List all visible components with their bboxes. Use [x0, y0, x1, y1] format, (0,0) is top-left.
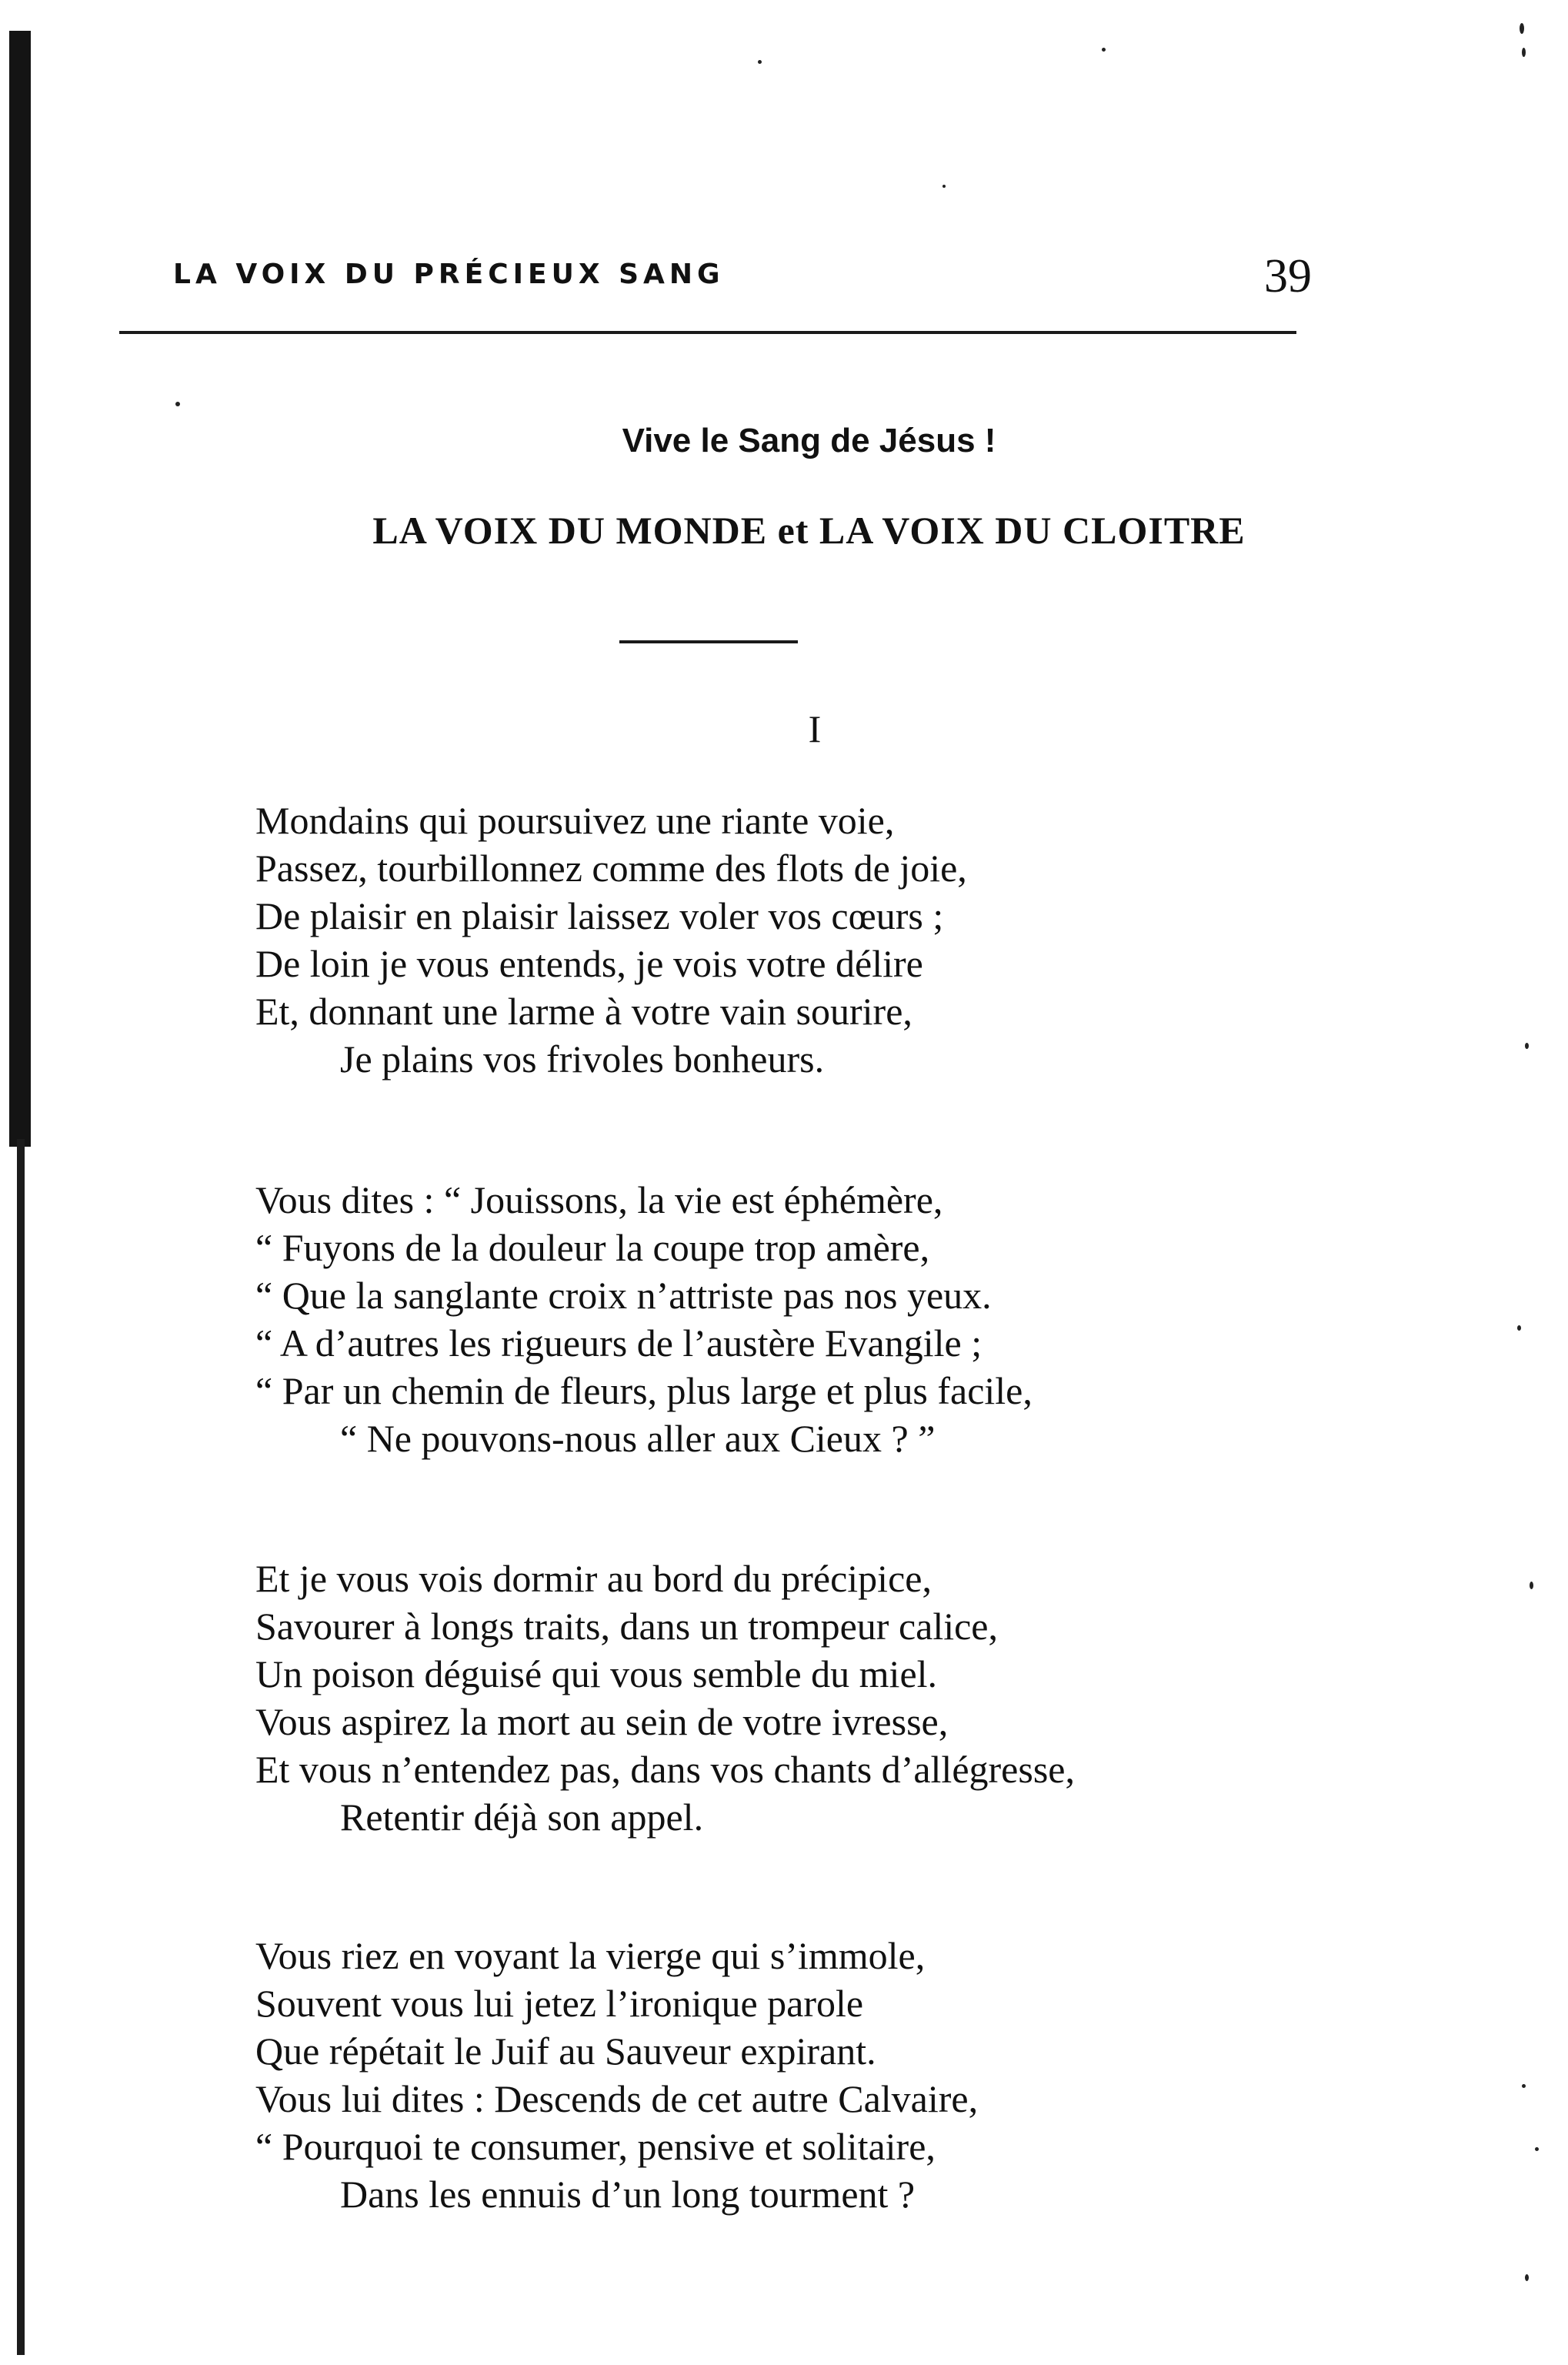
verse-line: De loin je vous entends, je vois votre délire — [255, 942, 923, 985]
verse-line: Je plains vos frivoles bonheurs. — [340, 1037, 825, 1081]
verse-line: Mondains qui poursuivez une riante voie, — [255, 799, 895, 842]
running-head — [173, 250, 1312, 308]
verse-line: “ Que la sanglante croix n’attriste pas nos yeux. — [255, 1274, 992, 1317]
verse-line: Souvent vous lui jetez l’ironique parole — [255, 1982, 864, 2025]
verse-line: Vous aspirez la mort au sein de votre ivresse, — [255, 1700, 949, 1743]
verse-line: Et je vous vois dormir au bord du précipice, — [255, 1557, 932, 1600]
verse-line: Savourer à longs traits, dans un trompeur calice, — [255, 1605, 998, 1648]
stanza — [255, 1555, 1333, 1841]
scan-speck — [1522, 2084, 1526, 2088]
stanza — [255, 1932, 1333, 2218]
scan-speck — [1102, 48, 1106, 52]
verse-line: Dans les ennuis d’un long tourment ? — [340, 2173, 916, 2216]
verse-line: “ Ne pouvons-nous aller aux Cieux ? ” — [340, 1417, 936, 1460]
title-divider — [619, 640, 798, 643]
verse-line: De plaisir en plaisir laissez voler vos cœurs ; — [255, 894, 944, 937]
scan-binding-edge — [9, 31, 31, 1147]
verse-line: Et, donnant une larme à votre vain sourire, — [255, 990, 912, 1033]
verse-line: Retentir déjà son appel. — [340, 1795, 704, 1839]
scan-speck — [175, 402, 180, 406]
verse-line: Passez, tourbillonnez comme des flots de joie, — [255, 847, 967, 890]
running-head-title: LA VOIX DU PRÉCIEUX SANG — [173, 259, 725, 290]
page-number: 39 — [1264, 250, 1312, 302]
section-numeral: I — [808, 707, 822, 750]
verse-line: Un poison déguisé qui vous semble du miel. — [255, 1652, 938, 1695]
verse-line: Que répétait le Juif au Sauveur expirant. — [255, 2029, 876, 2073]
scan-speck — [1525, 1043, 1529, 1049]
scan-speck — [1520, 23, 1524, 34]
motto: Vive le Sang de Jésus ! — [622, 422, 996, 459]
scan-binding-edge-lower — [17, 1139, 25, 2355]
header-rule — [119, 331, 1296, 334]
scan-speck — [1530, 1582, 1533, 1589]
scan-speck — [1517, 1325, 1521, 1331]
scan-speck — [758, 60, 762, 64]
verse-line: Et vous n’entendez pas, dans vos chants d’allégresse, — [255, 1748, 1075, 1791]
scan-speck — [1525, 2274, 1529, 2281]
verse-line: Vous dites : “ Jouissons, la vie est éphémère, — [255, 1178, 943, 1221]
verse-line: “ A d’autres les rigueurs de l’austère Evangile ; — [255, 1321, 983, 1365]
scan-speck — [1522, 48, 1526, 57]
verse-line: Vous lui dites : Descends de cet autre Calvaire, — [255, 2077, 979, 2120]
verse-line: “ Pourquoi te consumer, pensive et solitaire, — [255, 2125, 936, 2168]
verse-line: “ Fuyons de la douleur la coupe trop amère, — [255, 1226, 930, 1269]
verse-line: “ Par un chemin de fleurs, plus large et plus facile, — [255, 1369, 1033, 1412]
verse-line: Vous riez en voyant la vierge qui s’immole, — [255, 1934, 926, 1977]
stanza — [255, 1176, 1333, 1462]
poem-title: LA VOIX DU MONDE et LA VOIX DU CLOITRE — [372, 509, 1246, 552]
scan-speck — [1535, 2147, 1539, 2151]
scan-speck — [942, 185, 946, 188]
stanza — [255, 797, 1333, 1083]
